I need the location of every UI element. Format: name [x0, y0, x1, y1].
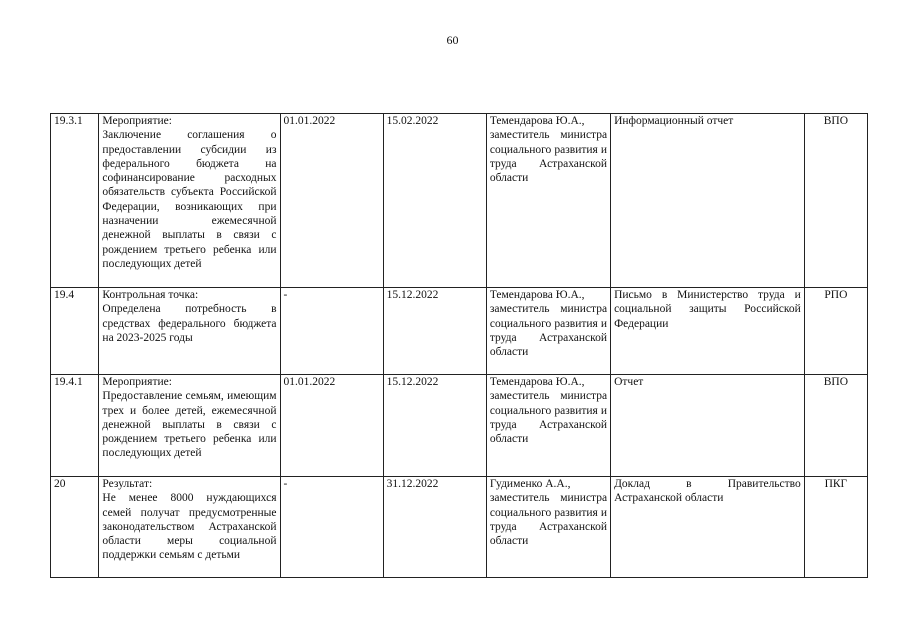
event-description: Заключение соглашения о предоставлении субсидии из федерального бюджета на софинансирование расходных обязательств субъекта Российской Федерации, возникающих при назначении ежемесячной денежной выплаты в связи с рождением третьего ребенка или последующих детей [102, 129, 277, 270]
page-number: 60 [446, 33, 459, 47]
responsible-position: заместитель министра социального развития и труда Астраханской области [489, 492, 608, 548]
item-number: 19.4 [51, 288, 99, 375]
document-type: Информационный отчет [614, 115, 734, 127]
end-date: 15.12.2022 [383, 375, 486, 477]
table-row [51, 288, 868, 375]
event-description: Определена потребность в средствах федерального бюджета на 2023-2025 годы [102, 303, 277, 344]
document-type: Письмо в Министерство труда и социальной защиты Российской Федерации [614, 289, 801, 330]
start-date: - [280, 477, 383, 578]
item-number: 19.4.1 [51, 375, 99, 477]
responsible-position: заместитель министра социального развития и труда Астраханской области [489, 303, 608, 359]
responsible-position: заместитель министра социального развития и труда Астраханской области [489, 390, 608, 446]
responsible-name: Темендарова Ю.А., [489, 115, 585, 127]
level-code: ВПО [804, 114, 867, 288]
table-row [51, 375, 868, 477]
event-kind: Мероприятие: [102, 376, 172, 388]
table-row [51, 477, 868, 578]
event-kind: Мероприятие: [102, 115, 172, 127]
event-description: Предоставление семьям, имеющим трех и более детей, ежемесячной денежной выплаты в связи с рождением третьего ребенка или последующих детей [102, 390, 277, 460]
event-description: Не менее 8000 нуждающихся семей получат предусмотренные законодательством Астраханской области меры социальной поддержки семьям с детьми [102, 492, 277, 562]
level-code: РПО [804, 288, 867, 375]
start-date: 01.01.2022 [280, 375, 383, 477]
item-number: 19.3.1 [51, 114, 99, 288]
event-cell [99, 375, 280, 477]
start-date: 01.01.2022 [280, 114, 383, 288]
end-date: 31.12.2022 [383, 477, 486, 578]
document-type: Отчет [614, 376, 644, 388]
responsible-name: Темендарова Ю.А., [489, 289, 585, 301]
end-date: 15.12.2022 [383, 288, 486, 375]
event-cell [99, 114, 280, 288]
level-code: ВПО [804, 375, 867, 477]
item-number: 20 [51, 477, 99, 578]
responsible-name: Темендарова Ю.А., [489, 376, 585, 388]
table-row [51, 114, 868, 288]
responsible-cell [486, 288, 610, 375]
start-date: - [280, 288, 383, 375]
event-kind: Контрольная точка: [102, 289, 199, 301]
responsible-cell [486, 375, 610, 477]
event-cell [99, 288, 280, 375]
document-type: Доклад в Правительство Астраханской области [614, 478, 801, 505]
end-date: 15.02.2022 [383, 114, 486, 288]
plan-table [50, 113, 868, 578]
document-cell [611, 375, 805, 477]
document-cell [611, 477, 805, 578]
responsible-name: Гудименко А.А., [489, 478, 571, 490]
document-cell [611, 288, 805, 375]
responsible-cell [486, 477, 610, 578]
level-code: ПКГ [804, 477, 867, 578]
event-kind: Результат: [102, 478, 153, 490]
responsible-cell [486, 114, 610, 288]
document-cell [611, 114, 805, 288]
responsible-position: заместитель министра социального развития и труда Астраханской области [489, 129, 608, 185]
event-cell [99, 477, 280, 578]
